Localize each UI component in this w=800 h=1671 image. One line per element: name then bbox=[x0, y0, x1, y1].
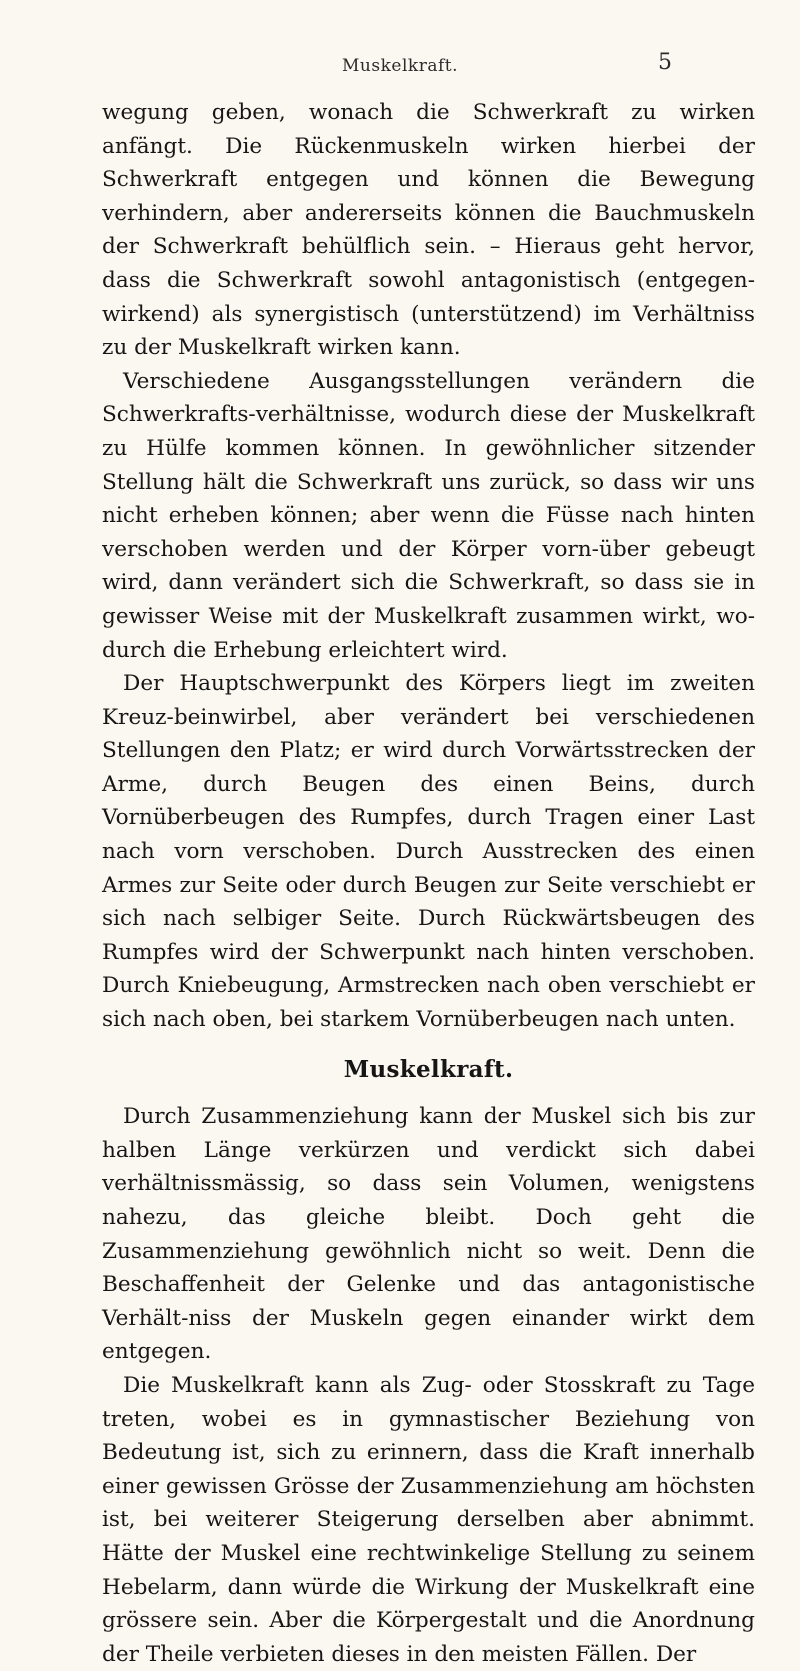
section-heading: Muskelkraft. bbox=[343, 1055, 514, 1083]
paragraph: Verschiedene Ausgangsstellungen verändern die Schwerkrafts-verhältnisse, wodurch diese der Muskelkraft zu Hülfe kommen können. In gewöhnlicher sitzender Stellung hält die Schwerkraft uns zurück, so dass wir uns nicht erheben können; aber wenn die Füsse nach hinten verschoben werden und der Körper vorn-über gebeugt wird, dann verändert sich die Schwerkraft, so dass sie in gewisser Weise mit der Muskelkraft zusammen wirkt, wo-durch die Erhebung erleichtert wird. bbox=[102, 368, 755, 663]
paragraph: Durch Zusammenziehung kann der Muskel sich bis zur halben Länge verkürzen und verdickt sich dabei verhältnissmässig, so dass sein Volumen, wenigstens nahezu, das gleiche bleibt. Doch geht die Zusammenziehung gewöhnlich nicht so weit. Denn die Beschaffenheit der Gelenke und das antagonistische Verhält-niss der Muskeln gegen einander wirkt dem entgegen. bbox=[102, 1104, 755, 1365]
running-title: Muskelkraft. bbox=[342, 56, 458, 76]
paragraph: Die Muskelkraft kann als Zug- oder Stosskraft zu Tage treten, wobei es in gymnastischer Beziehung von Bedeutung ist, sich zu erinnern, dass die Kraft innerhalb einer gewissen Grösse der Zusammenziehung am höchsten ist, bei weiterer Steigerung derselben aber abnimmt. Hätte der Muskel eine rechtwinkelige Stellung zu seinem Hebelarm, dann würde die Wirkung der Muskelkraft eine grössere sein. Aber die Körpergestalt und die Anordnung der Theile verbieten dieses in den meisten Fällen. Der bbox=[102, 1372, 755, 1667]
body-text bbox=[102, 96, 755, 1671]
paragraph: wegung geben, wonach die Schwerkraft zu wirken anfängt. Die Rückenmuskeln wirken hierbei der Schwerkraft entgegen und können die Bewegung verhindern, aber andererseits können die Bauchmuskeln der Schwerkraft behülflich sein. – Hieraus geht hervor, dass die Schwerkraft sowohl antagonistisch (entgegen-wirkend) als synergistisch (unterstützend) im Verhältniss zu der Muskelkraft wirken kann. bbox=[102, 100, 755, 361]
page-number: 5 bbox=[658, 50, 672, 75]
paragraph: Der Hauptschwerpunkt des Körpers liegt im zweiten Kreuz-beinwirbel, aber verändert bei verschiedenen Stellungen den Platz; er wird durch Vorwärtsstrecken der Arme, durch Beugen des einen Beins, durch Vornüberbeugen des Rumpfes, durch Tragen einer Last nach vorn verschoben. Durch Ausstrecken des einen Armes zur Seite oder durch Beugen zur Seite verschiebt er sich nach selbiger Seite. Durch Rückwärtsbeugen des Rumpfes wird der Schwerpunkt nach hinten verschoben. Durch Kniebeugung, Armstrecken nach oben verschiebt er sich nach oben, bei starkem Vornüberbeugen nach unten. bbox=[102, 671, 755, 1033]
